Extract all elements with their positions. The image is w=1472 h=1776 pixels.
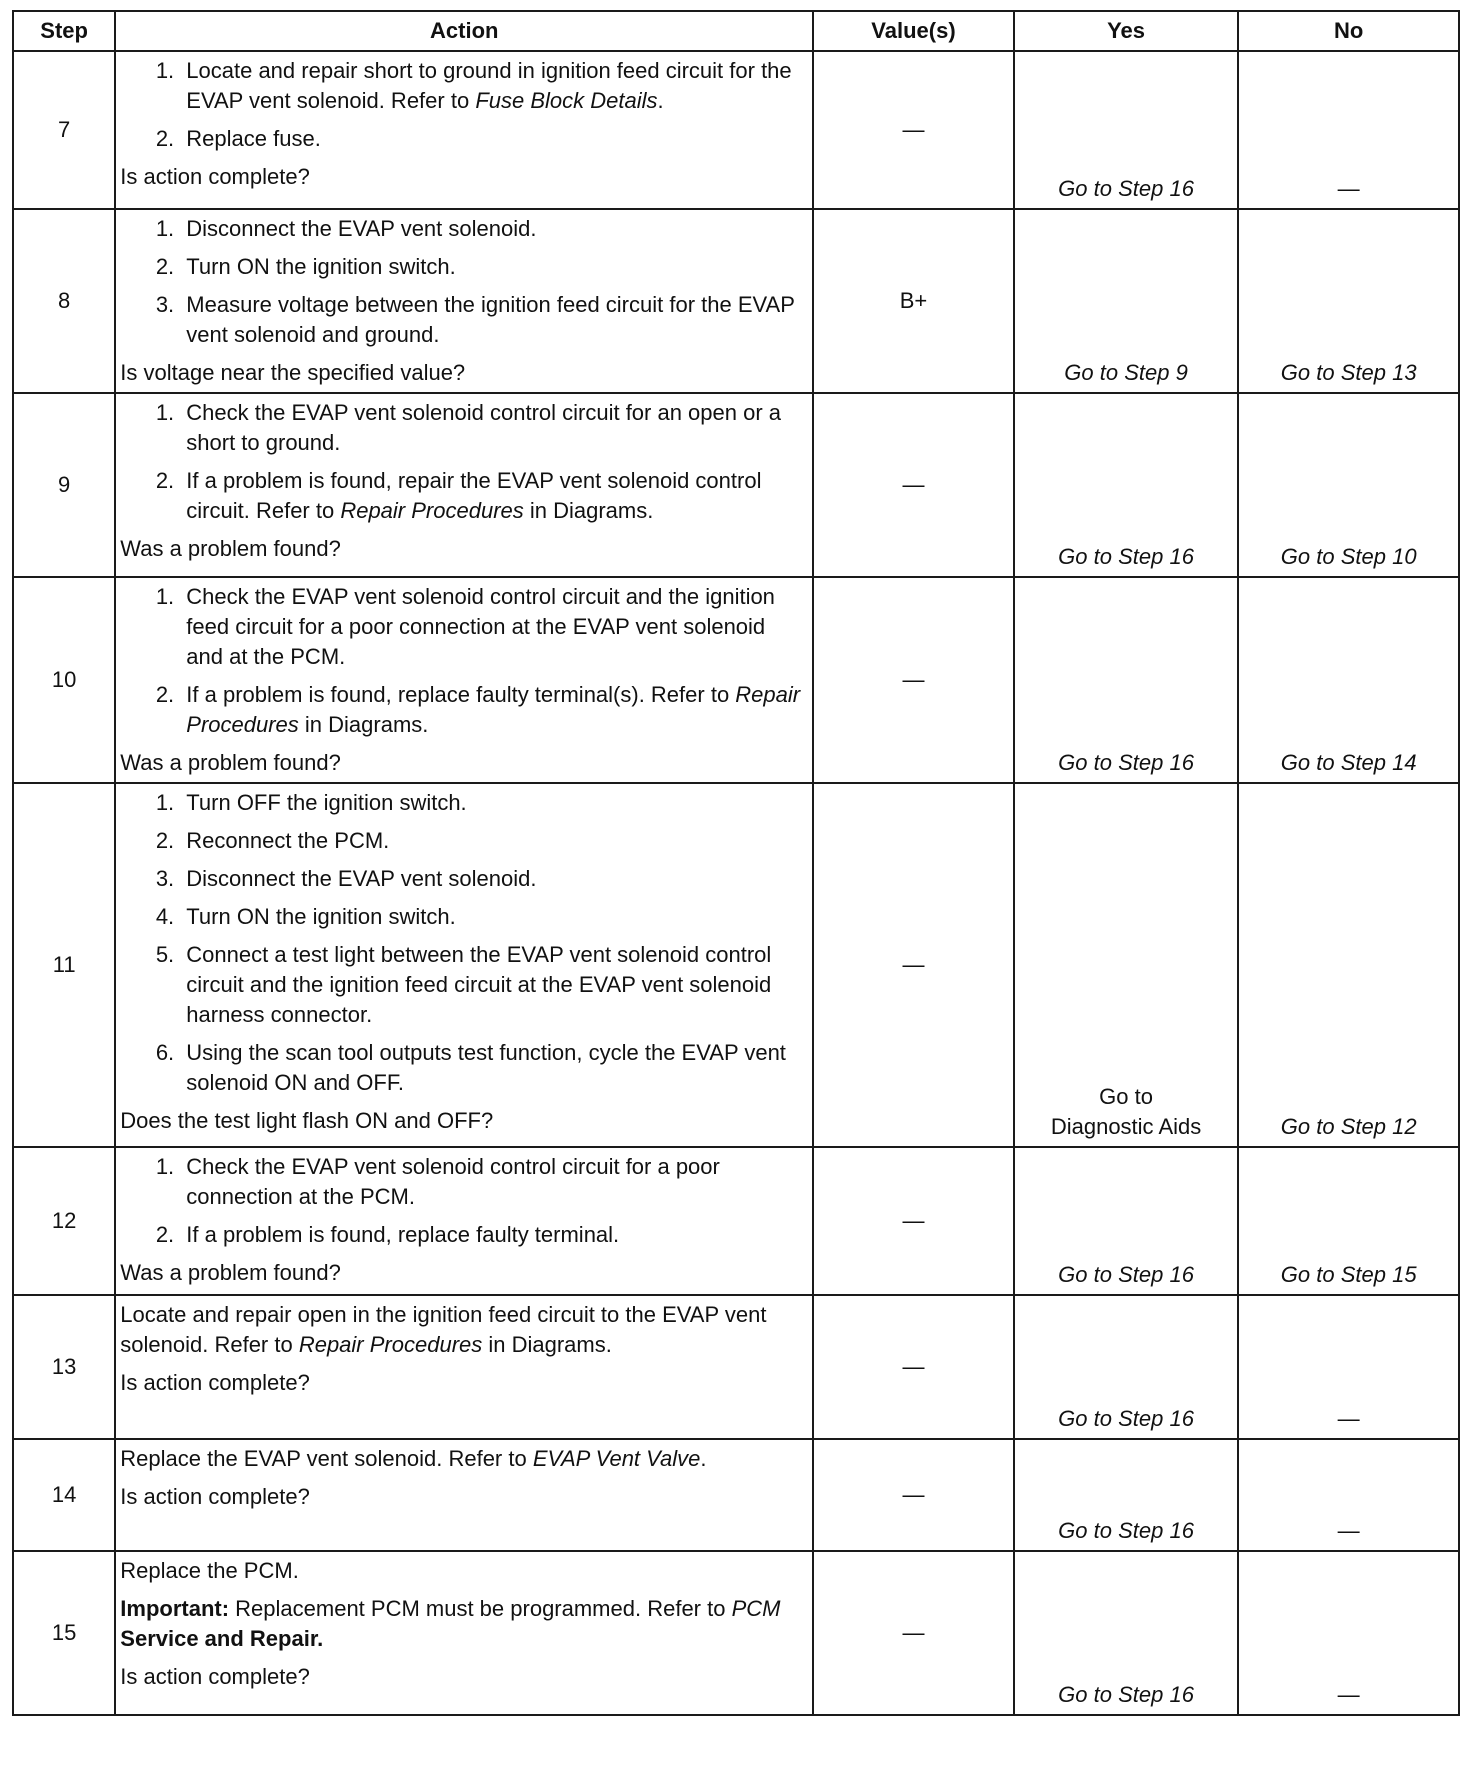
action-text: Replace the PCM. — [120, 1558, 299, 1583]
yes-cell: Go to Step 16 — [1014, 1551, 1239, 1715]
step-number: 8 — [13, 209, 115, 393]
header-yes: Yes — [1014, 11, 1239, 51]
action-steps — [120, 788, 806, 1098]
table-row-step-11 — [13, 783, 1459, 1147]
step-number: 9 — [13, 393, 115, 577]
step-number: 7 — [13, 51, 115, 209]
action-steps — [120, 1152, 806, 1250]
action-step: 5. Connect a test light between the EVAP vent solenoid control circuit and the ignition feed circuit at the EVAP vent solenoid harness connector. — [180, 940, 806, 1030]
action-steps — [120, 582, 806, 740]
no-cell: Go to Step 13 — [1238, 209, 1459, 393]
table-row-step-12 — [13, 1147, 1459, 1295]
action-question: Is action complete? — [120, 1484, 310, 1509]
reference-link-text: EVAP Vent Valve — [532, 1446, 701, 1471]
step-number: 15 — [13, 1551, 115, 1715]
yes-line-1: Go to — [1099, 1084, 1153, 1109]
action-cell — [115, 577, 813, 783]
action-cell — [115, 783, 813, 1147]
table-row-step-14 — [13, 1439, 1459, 1551]
important-note: Important: Replacement PCM must be programmed. Refer to PCM Service and Repair. — [120, 1596, 781, 1651]
yes-cell — [1014, 783, 1239, 1147]
step-number: 13 — [13, 1295, 115, 1439]
value-cell: — — [813, 783, 1014, 1147]
reference-link-text: Repair Procedures — [186, 682, 801, 737]
reference-link-text: Repair Procedures — [340, 498, 524, 523]
step-number: 12 — [13, 1147, 115, 1295]
action-step: 2. If a problem is found, repair the EVAP vent solenoid control circuit. Refer to Repair Procedures in Diagrams. — [180, 466, 806, 526]
action-question: Was a problem found? — [120, 1260, 341, 1285]
action-question: Was a problem found? — [120, 536, 341, 561]
action-cell — [115, 1551, 813, 1715]
no-cell: — — [1238, 51, 1459, 209]
table-row-step-10 — [13, 577, 1459, 783]
table-row-step-9 — [13, 393, 1459, 577]
action-step: 2. Turn ON the ignition switch. — [180, 252, 806, 282]
action-cell — [115, 51, 813, 209]
reference-link-text: Repair Procedures — [298, 1332, 483, 1357]
yes-cell: Go to Step 16 — [1014, 1147, 1239, 1295]
action-question: Does the test light flash ON and OFF? — [120, 1108, 494, 1133]
action-steps — [120, 398, 806, 526]
reference-link-text: PCM — [731, 1596, 781, 1621]
action-question: Is action complete? — [120, 164, 310, 189]
action-question: Is action complete? — [120, 1664, 310, 1689]
action-cell — [115, 1147, 813, 1295]
action-step: 2. If a problem is found, replace faulty terminal(s). Refer to Repair Procedures in Diagrams. — [180, 680, 806, 740]
action-step: 1. Locate and repair short to ground in ignition feed circuit for the EVAP vent solenoid. Refer to Fuse Block Details. — [180, 56, 806, 116]
value-cell: — — [813, 51, 1014, 209]
action-cell — [115, 393, 813, 577]
header-step: Step — [13, 11, 115, 51]
step-number: 14 — [13, 1439, 115, 1551]
action-cell — [115, 1439, 813, 1551]
header-no: No — [1238, 11, 1459, 51]
value-cell: B+ — [813, 209, 1014, 393]
action-text: Locate and repair open in the ignition feed circuit to the EVAP vent solenoid. Refer to Repair Procedures in Diagrams. — [120, 1302, 767, 1357]
action-step: 1. Turn OFF the ignition switch. — [180, 788, 806, 818]
value-cell: — — [813, 1551, 1014, 1715]
yes-cell: Go to Step 16 — [1014, 1439, 1239, 1551]
yes-cell: Go to Step 16 — [1014, 393, 1239, 577]
table-row-step-15 — [13, 1551, 1459, 1715]
yes-line-2: Diagnostic Aids — [1050, 1114, 1202, 1139]
action-step: 2. Reconnect the PCM. — [180, 826, 806, 856]
action-question: Is action complete? — [120, 1370, 310, 1395]
no-cell: — — [1238, 1295, 1459, 1439]
action-step: 1. Check the EVAP vent solenoid control circuit for a poor connection at the PCM. — [180, 1152, 806, 1212]
yes-cell: Go to Step 16 — [1014, 577, 1239, 783]
action-step: 3. Measure voltage between the ignition feed circuit for the EVAP vent solenoid and ground. — [180, 290, 806, 350]
table-row-step-13 — [13, 1295, 1459, 1439]
no-cell: Go to Step 14 — [1238, 577, 1459, 783]
important-label: Important: — [120, 1596, 230, 1621]
yes-cell: Go to Step 16 — [1014, 1295, 1239, 1439]
action-question: Was a problem found? — [120, 750, 341, 775]
action-text: Replace the EVAP vent solenoid. Refer to EVAP Vent Valve. — [120, 1446, 707, 1471]
header-action: Action — [115, 11, 813, 51]
action-step: 2. Replace fuse. — [180, 124, 806, 154]
action-step: 2. If a problem is found, replace faulty terminal. — [180, 1220, 806, 1250]
value-cell: — — [813, 577, 1014, 783]
action-step: 1. Check the EVAP vent solenoid control circuit and the ignition feed circuit for a poor connection at the EVAP vent solenoid and at the PCM. — [180, 582, 806, 672]
yes-cell: Go to Step 16 — [1014, 51, 1239, 209]
table-row-step-8 — [13, 209, 1459, 393]
yes-cell: Go to Step 9 — [1014, 209, 1239, 393]
value-cell: — — [813, 1439, 1014, 1551]
step-number: 10 — [13, 577, 115, 783]
header-row — [13, 11, 1459, 51]
no-cell: — — [1238, 1439, 1459, 1551]
action-step: 1. Check the EVAP vent solenoid control circuit for an open or a short to ground. — [180, 398, 806, 458]
reference-link-text: Fuse Block Details — [475, 88, 658, 113]
action-steps — [120, 56, 806, 154]
action-cell — [115, 1295, 813, 1439]
diagnostic-table — [12, 10, 1460, 1716]
value-cell: — — [813, 393, 1014, 577]
value-cell: — — [813, 1295, 1014, 1439]
value-cell: — — [813, 1147, 1014, 1295]
action-step: 4. Turn ON the ignition switch. — [180, 902, 806, 932]
action-cell — [115, 209, 813, 393]
no-cell: — — [1238, 1551, 1459, 1715]
action-step: 3. Disconnect the EVAP vent solenoid. — [180, 864, 806, 894]
step-number: 11 — [13, 783, 115, 1147]
action-question: Is voltage near the specified value? — [120, 360, 466, 385]
no-cell: Go to Step 10 — [1238, 393, 1459, 577]
no-cell: Go to Step 15 — [1238, 1147, 1459, 1295]
action-step: 6. Using the scan tool outputs test function, cycle the EVAP vent solenoid ON and OFF. — [180, 1038, 806, 1098]
action-step: 1. Disconnect the EVAP vent solenoid. — [180, 214, 806, 244]
no-cell: Go to Step 12 — [1238, 783, 1459, 1147]
table-row-step-7 — [13, 51, 1459, 209]
action-steps — [120, 214, 806, 350]
header-values: Value(s) — [813, 11, 1014, 51]
